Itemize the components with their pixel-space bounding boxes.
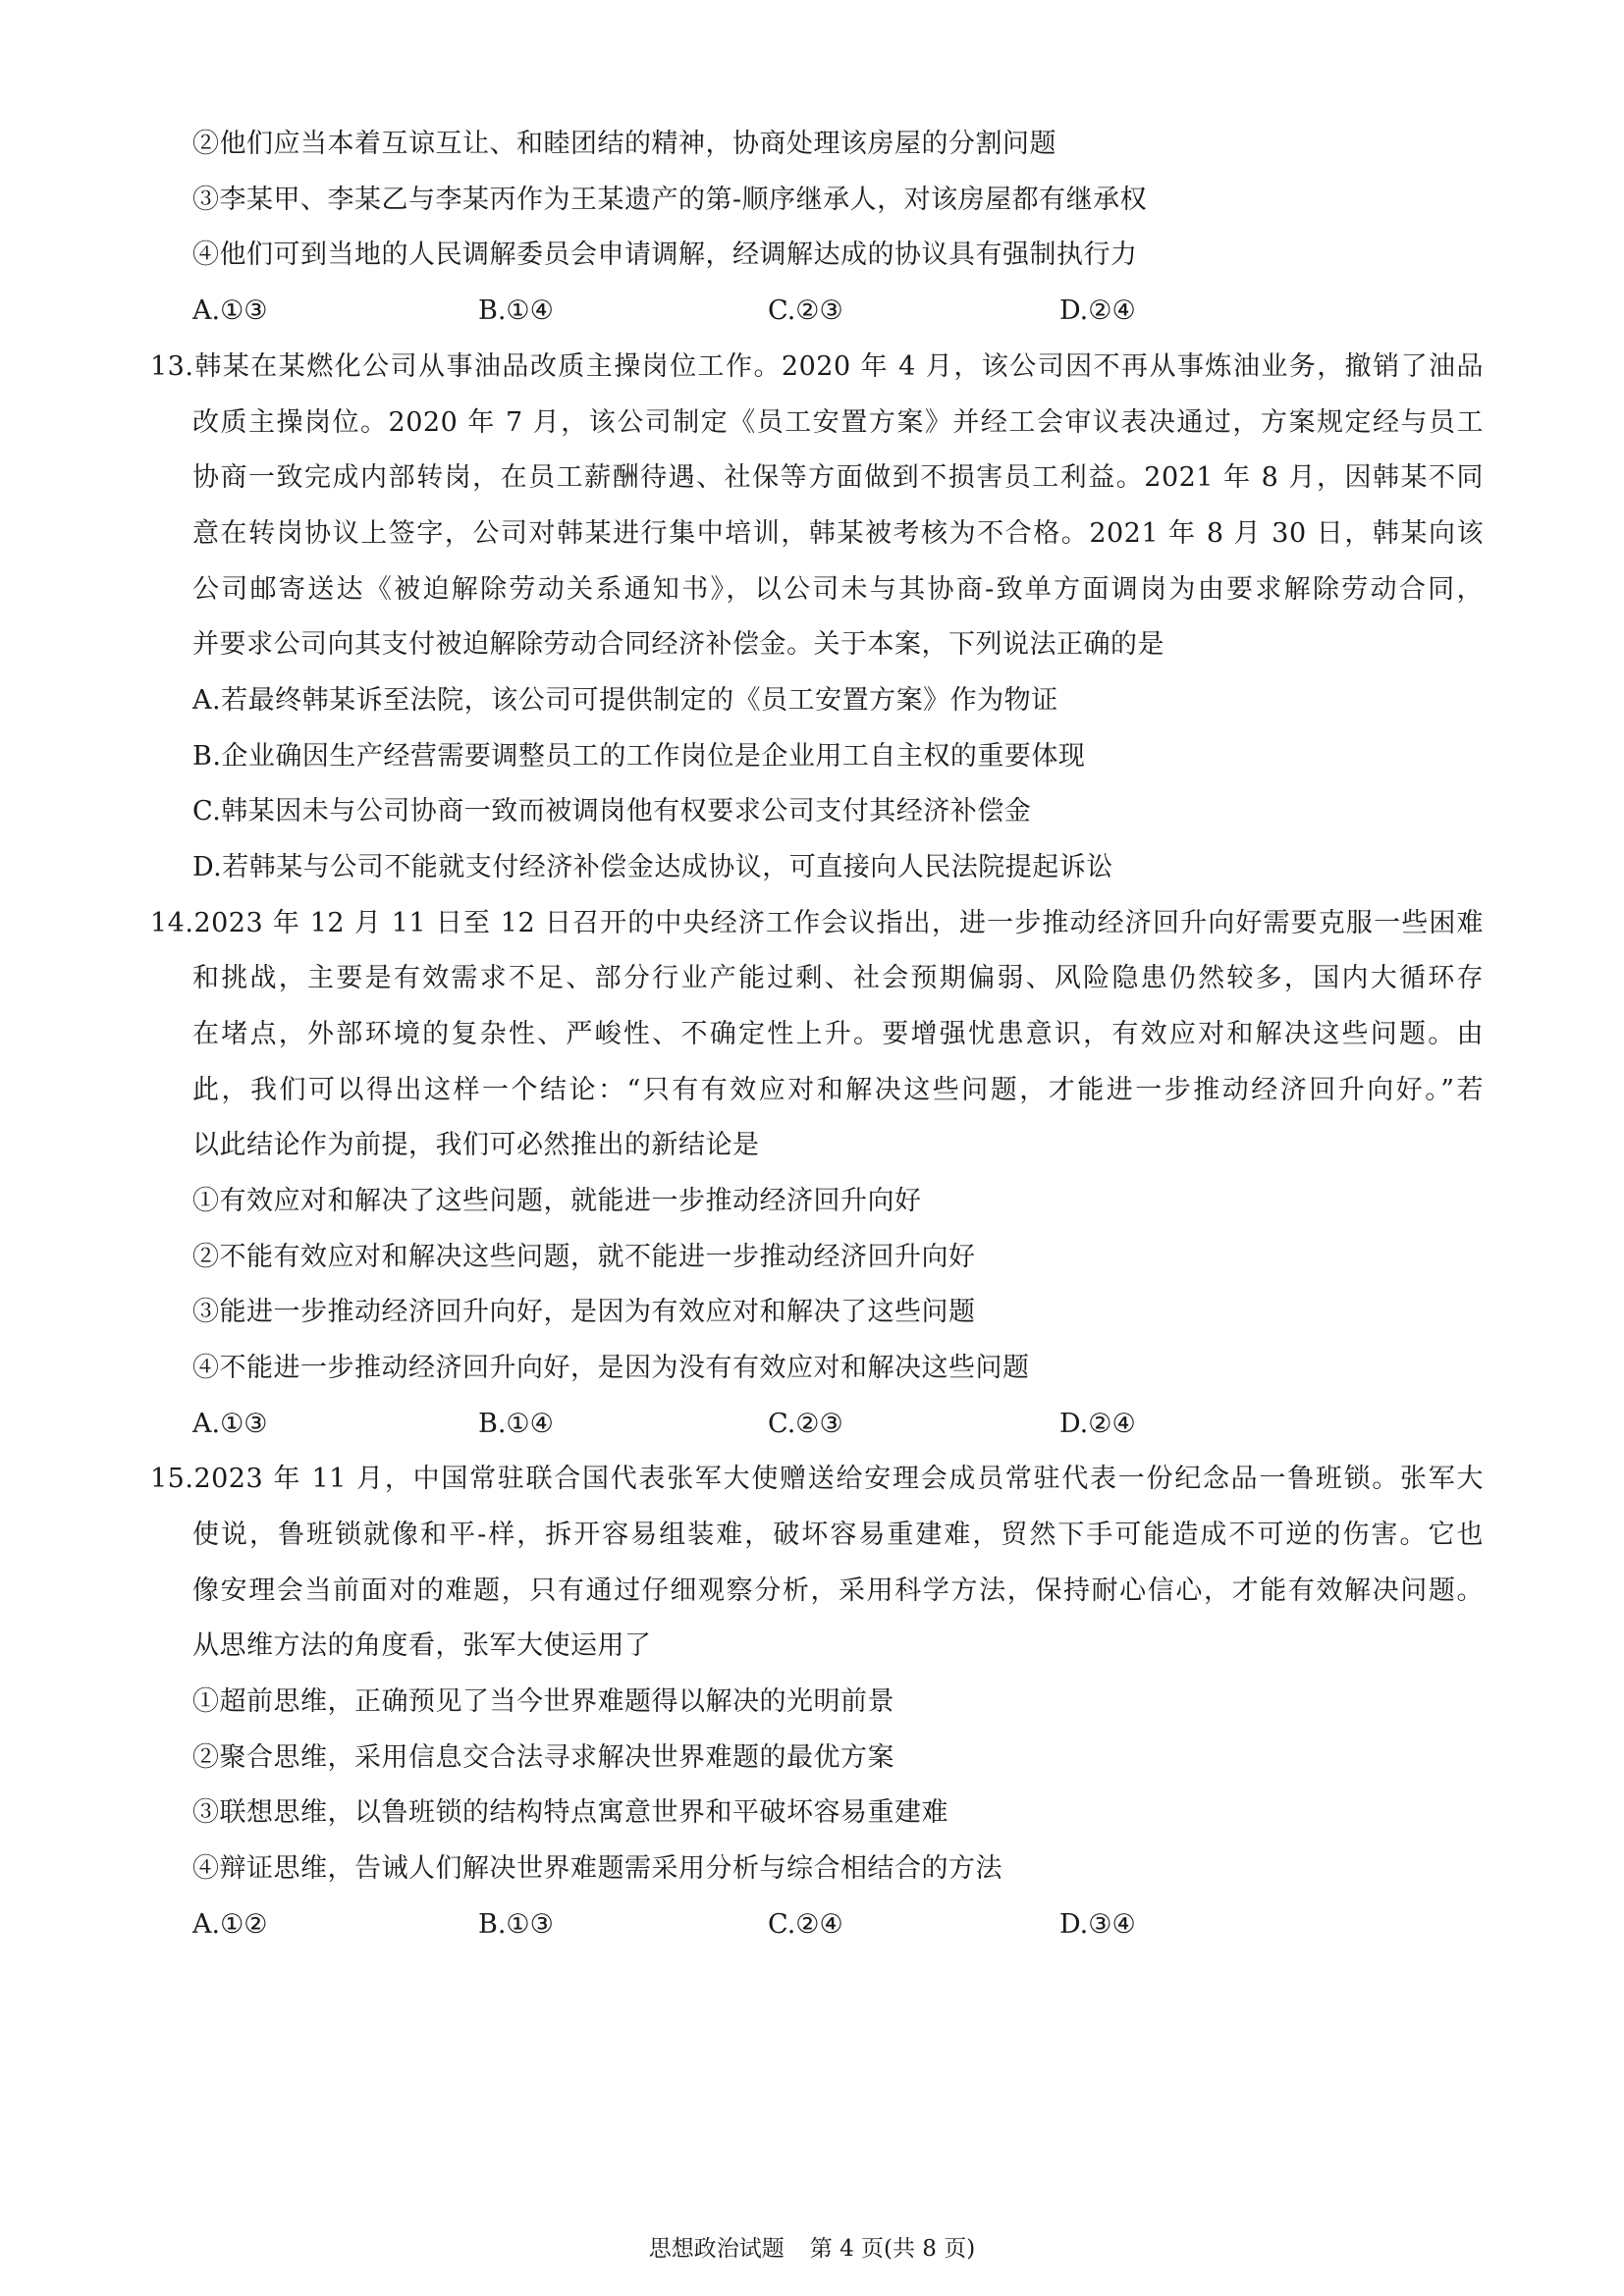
q13-stem-line-5: 公司邮寄送达《被迫解除劳动关系通知书》，以公司未与其协商-致单方面调岗为由要求解除劳动合同， <box>192 574 1484 605</box>
q14-stem-line-1: 14.2023 年 12 月 11 日至 12 日召开的中央经济工作会议指出，进一步推动经济回升向好需要克服一些困难 <box>150 908 1484 938</box>
q14-option-c: C.②③ <box>768 1409 843 1439</box>
q15-statement-3: ③联想思维，以鲁班锁的结构特点寓意世界和平破坏容易重建难 <box>192 1797 948 1828</box>
q15-option-c: C.②④ <box>768 1909 843 1940</box>
q15-statement-4: ④辩证思维，告诫人们解决世界难题需采用分析与综合相结合的方法 <box>192 1853 1002 1884</box>
q15-stem-line-2: 使说，鲁班锁就像和平-样，拆开容易组装难，破坏容易重建难，贸然下手可能造成不可逆的伤害。它也 <box>192 1520 1484 1550</box>
q14-option-b: B.①④ <box>478 1409 554 1439</box>
q14-option-a: A.①③ <box>192 1409 268 1439</box>
q15-stem-line-1: 15.2023 年 11 月，中国常驻联合国代表张军大使赠送给安理会成员常驻代表一份纪念品一鲁班锁。张军大 <box>150 1464 1484 1494</box>
q15-stem-line-4: 从思维方法的角度看，张军大使运用了 <box>192 1630 652 1661</box>
footer-page-number: 第 4 页(共 8 页) <box>809 2236 976 2262</box>
q14-statement-4: ④不能进一步推动经济回升向好，是因为没有有效应对和解决这些问题 <box>192 1353 1030 1383</box>
q15-option-a: A.①② <box>192 1909 268 1940</box>
q13-option-b: B.企业确因生产经营需要调整员工的工作岗位是企业用工自主权的重要体现 <box>192 741 1086 772</box>
q15-option-d: D.③④ <box>1059 1909 1136 1940</box>
q13-stem-line-3: 协商一致完成内部转岗，在员工薪酬待遇、社保等方面做到不损害员工利益。2021 年 8 月，因韩某不同 <box>192 462 1484 493</box>
footer-subject: 思想政治试题 <box>648 2236 785 2262</box>
q12-statement-4: ④他们可到当地的人民调解委员会申请调解，经调解达成的协议具有强制执行力 <box>192 240 1138 270</box>
q14-stem-line-2: 和挑战，主要是有效需求不足、部分行业产能过剩、社会预期偏弱、风险隐患仍然较多，国内大循环存 <box>192 963 1484 993</box>
q13-stem-line-1: 13.韩某在某燃化公司从事油品改质主操岗位工作。2020 年 4 月，该公司因不再从事炼油业务，撤销了油品 <box>150 351 1484 382</box>
q15-stem-line-3: 像安理会当前面对的难题，只有通过仔细观察分析，采用科学方法，保持耐心信心，才能有效解决问题。 <box>192 1575 1484 1606</box>
q15-statement-2: ②聚合思维，采用信息交合法寻求解决世界难题的最优方案 <box>192 1742 894 1773</box>
q14-stem-line-3: 在堵点，外部环境的复杂性、严峻性、不确定性上升。要增强忧患意识，有效应对和解决这些问题。由 <box>192 1019 1484 1049</box>
q14-option-d: D.②④ <box>1059 1409 1136 1439</box>
q13-stem-line-6: 并要求公司向其支付被迫解除劳动合同经济补偿金。关于本案，下列说法正确的是 <box>192 629 1164 660</box>
q12-option-a: A.①③ <box>192 295 268 326</box>
q12-statement-2: ②他们应当本着互谅互让、和睦团结的精神，协商处理该房屋的分割问题 <box>192 129 1056 159</box>
q13-option-d: D.若韩某与公司不能就支付经济补偿金达成协议，可直接向人民法院提起诉讼 <box>192 852 1113 882</box>
q13-stem-line-4: 意在转岗协议上签字，公司对韩某进行集中培训，韩某被考核为不合格。2021 年 8 月 30 日，韩某向该 <box>192 518 1484 549</box>
q13-option-c: C.韩某因未与公司协商一致而被调岗他有权要求公司支付其经济补偿金 <box>192 796 1032 827</box>
q14-stem-line-5: 以此结论作为前提，我们可必然推出的新结论是 <box>192 1130 760 1160</box>
q15-option-b: B.①③ <box>478 1909 554 1940</box>
q12-option-b: B.①④ <box>478 295 554 326</box>
q14-stem-line-4: 此，我们可以得出这样一个结论：“只有有效应对和解决这些问题，才能进一步推动经济回升向好。”若 <box>192 1075 1484 1105</box>
q13-option-a: A.若最终韩某诉至法院，该公司可提供制定的《员工安置方案》作为物证 <box>192 685 1058 716</box>
q12-option-d: D.②④ <box>1059 295 1136 326</box>
page-footer <box>0 2233 1624 2265</box>
q12-option-c: C.②③ <box>768 295 843 326</box>
q15-statement-1: ①超前思维，正确预见了当今世界难题得以解决的光明前景 <box>192 1686 894 1717</box>
q14-statement-1: ①有效应对和解决了这些问题，就能进一步推动经济回升向好 <box>192 1186 922 1216</box>
q12-statement-3: ③李某甲、李某乙与李某丙作为王某遗产的第-顺序继承人，对该房屋都有继承权 <box>192 185 1148 215</box>
q14-statement-3: ③能进一步推动经济回升向好，是因为有效应对和解决了这些问题 <box>192 1297 976 1327</box>
q14-statement-2: ②不能有效应对和解决这些问题，就不能进一步推动经济回升向好 <box>192 1242 976 1272</box>
q13-stem-line-2: 改质主操岗位。2020 年 7 月，该公司制定《员工安置方案》并经工会审议表决通过，方案规定经与员工 <box>192 407 1484 438</box>
